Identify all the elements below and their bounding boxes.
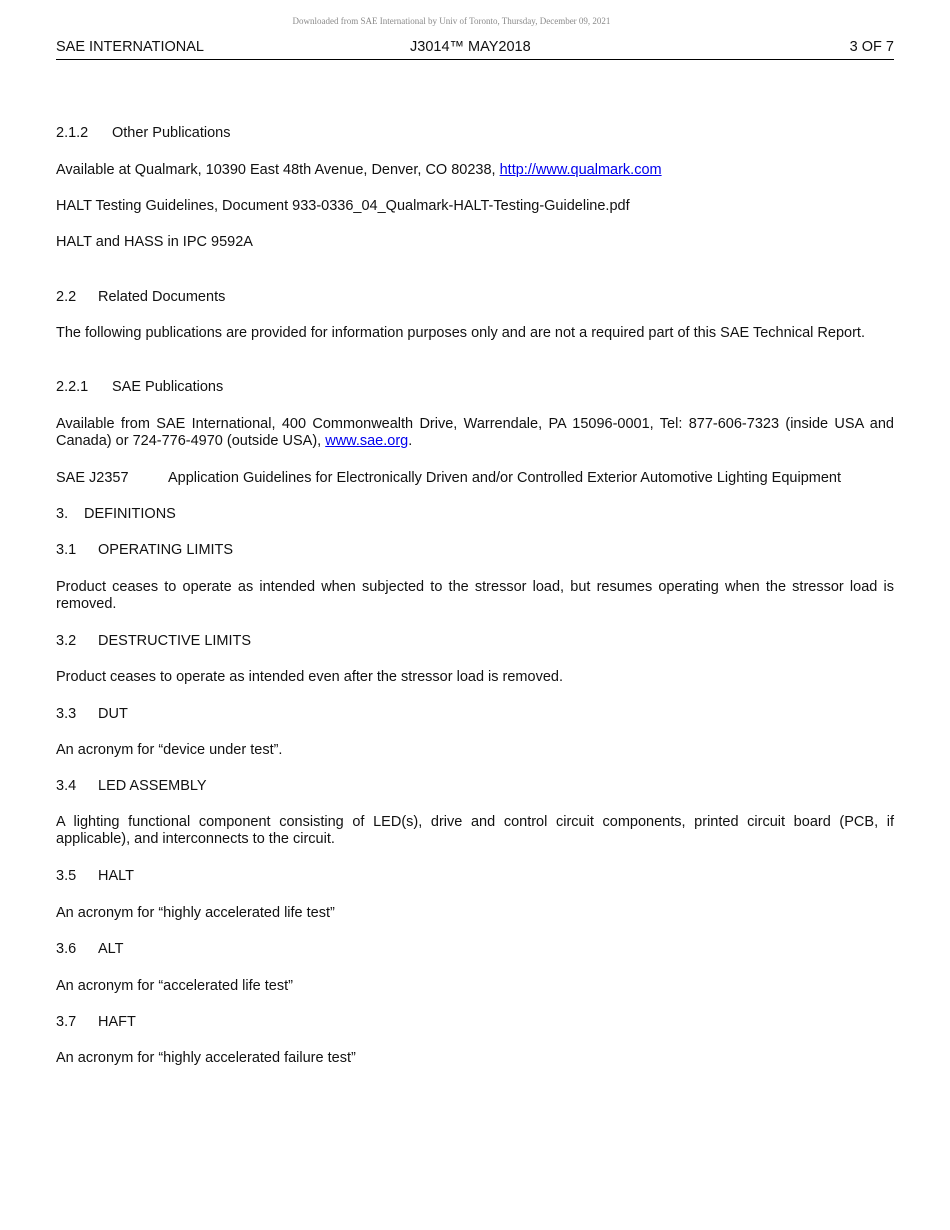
definition-text: An acronym for “highly accelerated life test” [56, 905, 335, 921]
section-heading-2-1-2 [56, 125, 894, 142]
section-heading-2-2-1 [56, 379, 894, 396]
header-document-id: J3014™ MAY2018 [410, 39, 531, 55]
definition-number: 3.3 [56, 706, 77, 722]
sae-period: . [408, 433, 413, 449]
reference-title: Application Guidelines for Electronically Driven and/or Controlled Exterior Automotive Lighting Equipment [168, 470, 841, 486]
publication-item: HALT and HASS in IPC 9592A [56, 234, 253, 250]
section-title: DEFINITIONS [84, 506, 176, 522]
sae-address: Available from SAE International, 400 Commonwealth Drive, Warrendale, PA 15096-0001, Tel: 877-606-7323 (inside USA and Canada) or 724-776-4970 (outside USA), [56, 416, 894, 449]
reference-id: SAE J2357 [56, 470, 129, 486]
definition-text: An acronym for “highly accelerated failure test” [56, 1050, 356, 1066]
definition-heading [56, 1014, 894, 1031]
definition-text: An acronym for “accelerated life test” [56, 978, 293, 994]
definition-number: 3.1 [56, 542, 77, 558]
definition-number: 3.2 [56, 633, 77, 649]
qualmark-address: Available at Qualmark, 10390 East 48th Avenue, Denver, CO 80238, [56, 162, 500, 178]
definition-heading [56, 778, 894, 795]
section-number: 2.1.2 [56, 125, 89, 141]
definition-text: Product ceases to operate as intended when subjected to the stressor load, but resumes operating when the stressor load is removed. [56, 579, 894, 612]
sae-link[interactable]: www.sae.org [325, 433, 409, 449]
section-title: Other Publications [112, 125, 231, 141]
publication-item: HALT Testing Guidelines, Document 933-0336_04_Qualmark-HALT-Testing-Guideline.pdf [56, 198, 630, 214]
qualmark-link[interactable]: http://www.qualmark.com [499, 162, 662, 178]
definition-title: ALT [98, 941, 124, 957]
definition-number: 3.7 [56, 1014, 77, 1030]
section-heading-3 [56, 506, 894, 523]
definition-number: 3.5 [56, 868, 77, 884]
header-page-number: 3 OF 7 [849, 39, 894, 55]
definition-title: DESTRUCTIVE LIMITS [98, 633, 252, 649]
definition-heading [56, 941, 894, 958]
download-watermark: Downloaded from SAE International by Univ of Toronto, Thursday, December 09, 2021 [292, 16, 611, 26]
sae-availability [56, 416, 894, 450]
page-header [56, 38, 894, 60]
section-number: 2.2 [56, 289, 77, 305]
definition-heading [56, 542, 894, 559]
qualmark-availability [56, 162, 894, 179]
definition-heading [56, 706, 894, 723]
definition-text: A lighting functional component consisting of LED(s), drive and control circuit components, printed circuit board (PCB, if applicable), and interconnects to the circuit. [56, 814, 894, 847]
definition-number: 3.4 [56, 778, 77, 794]
section-title: SAE Publications [112, 379, 224, 395]
section-heading-2-2 [56, 289, 894, 306]
section-number: 2.2.1 [56, 379, 89, 395]
header-organization: SAE INTERNATIONAL [56, 39, 204, 55]
definition-title: HALT [98, 868, 134, 884]
definition-text: Product ceases to operate as intended even after the stressor load is removed. [56, 669, 563, 685]
related-documents-text: The following publications are provided for information purposes only and are not a required part of this SAE Technical Report. [56, 325, 865, 341]
reference-sae-j2357 [56, 470, 894, 487]
definition-heading [56, 868, 894, 885]
section-title: Related Documents [98, 289, 226, 305]
section-number: 3. [56, 506, 69, 522]
definition-title: OPERATING LIMITS [98, 542, 234, 558]
definition-title: LED ASSEMBLY [98, 778, 207, 794]
definition-heading [56, 633, 894, 650]
definition-title: DUT [98, 706, 128, 722]
definition-number: 3.6 [56, 941, 77, 957]
definition-text: An acronym for “device under test”. [56, 742, 283, 758]
definition-title: HAFT [98, 1014, 136, 1030]
